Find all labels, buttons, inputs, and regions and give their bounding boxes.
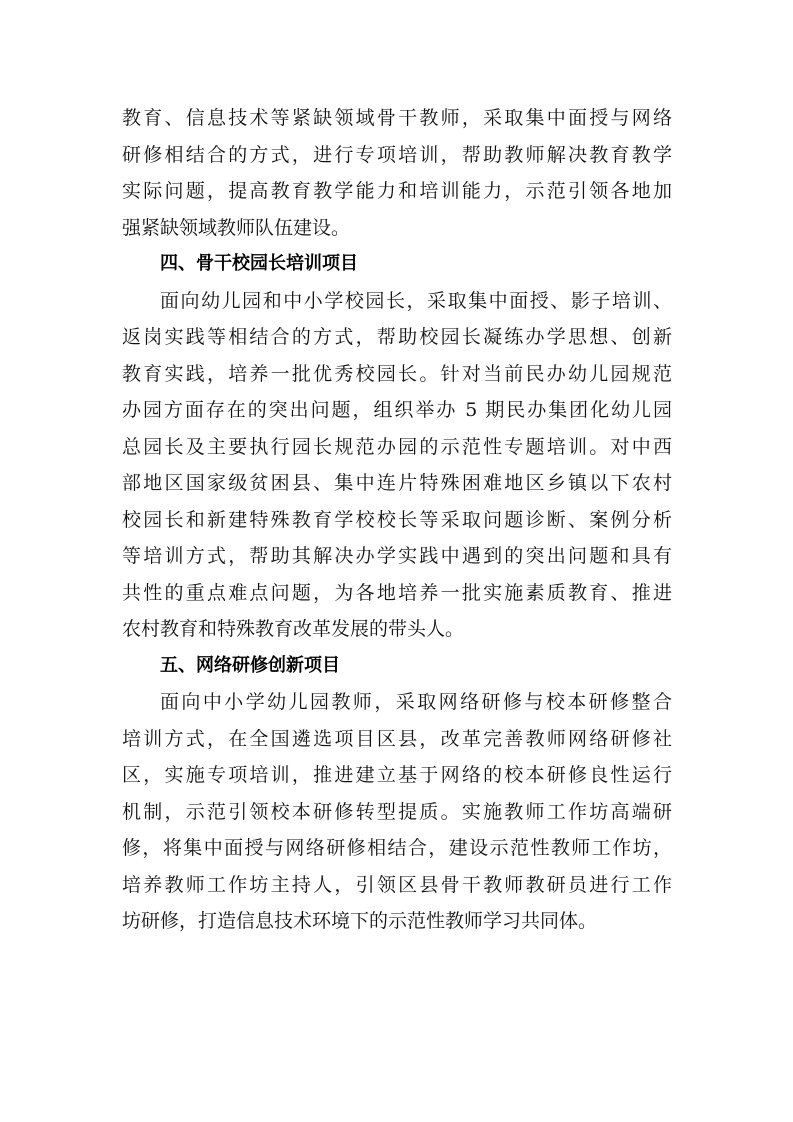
paragraph-line: 区，实施专项培训，推进建立基于网络的校本研修良性运行 (122, 764, 672, 786)
paragraph-line: 修，将集中面授与网络研修相结合，建设示范性教师工作坊， (122, 837, 672, 859)
paragraph-line: 办园方面存在的突出问题，组织举办 5 期民办集团化幼儿园 (122, 399, 672, 421)
paragraph-line: 面向中小学幼儿园教师，采取网络研修与校本研修整合 (160, 691, 672, 713)
paragraph-line: 部地区国家级贫困县、集中连片特殊困难地区乡镇以下农村 (122, 472, 672, 494)
paragraph-line: 面向幼儿园和中小学校园长，采取集中面授、影子培训、 (160, 289, 672, 312)
paragraph-line: 校园长和新建特殊教育学校校长等采取问题诊断、案例分析 (122, 508, 672, 531)
intro-paragraph (122, 100, 672, 246)
section-heading-principal-training: 四、骨干校园长培训项目 (160, 253, 358, 274)
paragraph-line: 共性的重点难点问题，为各地培养一批实施素质教育、推进 (122, 581, 672, 604)
paragraph-line: 实际问题，提高教育教学能力和培训能力，示范引领各地加 (122, 180, 672, 202)
paragraph-line: 返岗实践等相结合的方式，帮助校园长凝练办学思想、创新 (122, 326, 672, 348)
paragraph-line: 机制，示范引领校本研修转型提质。实施教师工作坊高端研 (122, 800, 672, 823)
section-paragraph-online-training (122, 684, 672, 940)
paragraph-line: 坊研修，打造信息技术环境下的示范性教师学习共同体。 (122, 910, 598, 932)
paragraph-line: 培训方式，在全国遴选项目区县，改革完善教师网络研修社 (122, 727, 672, 750)
paragraph-line: 等培训方式，帮助其解决办学实践中遇到的突出问题和具有 (122, 545, 672, 567)
paragraph-line: 研修相结合的方式，进行专项培训，帮助教师解决教育教学 (122, 143, 672, 166)
paragraph-line: 培养教师工作坊主持人，引领区县骨干教师教研员进行工作 (122, 873, 672, 896)
paragraph-line: 强紧缺领域教师队伍建设。 (122, 216, 351, 239)
section-heading-online-training: 五、网络研修创新项目 (160, 654, 340, 676)
paragraph-line: 教育实践，培养一批优秀校园长。针对当前民办幼儿园规范 (122, 362, 672, 385)
paragraph-line: 教育、信息技术等紧缺领域骨干教师，采取集中面授与网络 (122, 107, 672, 129)
document-body (122, 100, 672, 940)
paragraph-line: 农村教育和特殊教育改革发展的带头人。 (122, 618, 465, 640)
paragraph-line: 总园长及主要执行园长规范办园的示范性专题培训。对中西 (122, 435, 672, 458)
section-paragraph-principal-training (122, 283, 672, 648)
